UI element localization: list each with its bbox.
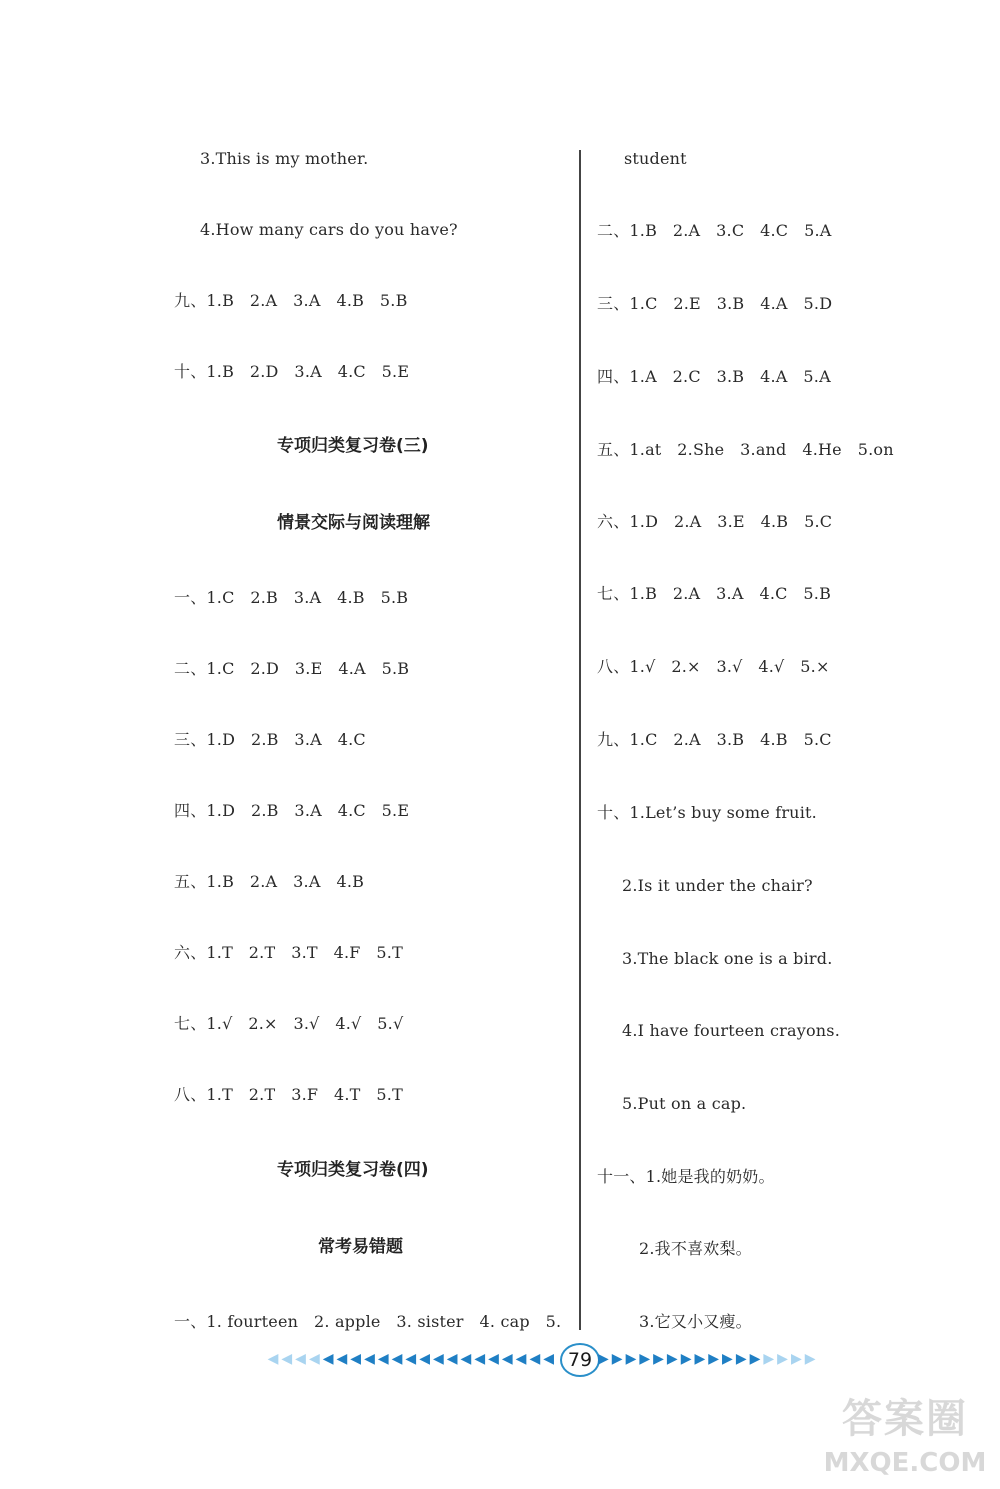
section-heading: 专项归类复习卷(四): [277, 1160, 429, 1180]
arrow-right-icon: ▶: [708, 1351, 723, 1367]
answer-line: 一、1. fourteen 2. apple 3. sister 4. cap 5.: [174, 1312, 562, 1331]
answer-line: 三、1.D 2.B 3.A 4.C: [174, 730, 366, 749]
arrow-right-icon: ▶: [763, 1351, 778, 1367]
arrow-left-icon: ◀: [501, 1351, 516, 1367]
answer-line: 四、1.D 2.B 3.A 4.C 5.E: [174, 801, 410, 820]
answer-line: 五、1.at 2.She 3.and 4.He 5.on: [597, 440, 894, 459]
answer-line: 四、1.A 2.C 3.B 4.A 5.A: [597, 367, 831, 386]
arrow-right-icon: ▶: [722, 1351, 736, 1367]
answer-line: 十一、1.她是我的奶奶。: [597, 1167, 775, 1186]
watermark-url: MXQE.COM: [823, 1448, 987, 1478]
answer-line: 4.How many cars do you have?: [200, 220, 458, 239]
watermark-title: 答案圈: [842, 1396, 968, 1442]
answer-line: 2.Is it under the chair?: [622, 876, 813, 895]
answer-line: 三、1.C 2.E 3.B 4.A 5.D: [597, 294, 833, 313]
arrow-right-icon: ▶: [653, 1351, 667, 1367]
answer-line: 七、1.B 2.A 3.A 4.C 5.B: [597, 584, 832, 603]
arrow-left-icon: ◀: [529, 1351, 544, 1367]
answer-line: student: [624, 149, 687, 168]
answer-line: 六、1.D 2.A 3.E 4.B 5.C: [597, 512, 833, 531]
right-arrow-strip-icon: [598, 1343, 895, 1375]
arrow-left-icon: ◀: [446, 1351, 461, 1367]
arrow-left-icon: ◀: [364, 1351, 378, 1367]
answer-line: 3.This is my mother.: [200, 149, 369, 168]
answer-line: 2.我不喜欢梨。: [639, 1239, 752, 1258]
section-subheading: 情景交际与阅读理解: [277, 513, 430, 533]
arrow-right-icon: ▶: [611, 1351, 626, 1367]
answer-line: 十、1.Let’s buy some fruit.: [597, 803, 817, 822]
arrow-left-icon: ◀: [432, 1351, 447, 1367]
answer-line: 五、1.B 2.A 3.A 4.B: [174, 872, 365, 891]
answer-line: 九、1.C 2.A 3.B 4.B 5.C: [597, 730, 832, 749]
answer-line: 六、1.T 2.T 3.T 4.F 5.T: [174, 943, 403, 962]
arrow-right-icon: ▶: [790, 1351, 805, 1367]
arrow-right-icon: ▶: [625, 1351, 640, 1367]
answer-line: 4.I have fourteen crayons.: [622, 1021, 840, 1040]
answer-line: 3.The black one is a bird.: [622, 949, 833, 968]
page-number: 79: [560, 1343, 600, 1377]
answer-line: 二、1.C 2.D 3.E 4.A 5.B: [174, 659, 410, 678]
arrow-right-icon: ▶: [735, 1351, 750, 1367]
arrow-left-icon: ◀: [377, 1351, 392, 1367]
arrow-left-icon: ◀: [322, 1351, 337, 1367]
arrow-left-icon: ◀: [460, 1351, 475, 1367]
answer-line: 3.它又小又瘦。: [639, 1312, 752, 1331]
arrow-right-icon: ▶: [804, 1351, 819, 1367]
arrow-left-icon: ◀: [515, 1351, 530, 1367]
arrow-left-icon: ◀: [295, 1351, 309, 1367]
arrow-right-icon: ▶: [598, 1351, 612, 1367]
arrow-left-icon: ◀: [405, 1351, 420, 1367]
answer-line: 5.Put on a cap.: [622, 1094, 747, 1113]
left-arrow-strip-icon: [165, 1343, 557, 1375]
arrow-left-icon: ◀: [267, 1351, 282, 1367]
arrow-left-icon: ◀: [308, 1351, 323, 1367]
arrow-right-icon: ▶: [666, 1351, 681, 1367]
section-heading: 专项归类复习卷(三): [277, 436, 429, 456]
arrow-left-icon: ◀: [419, 1351, 433, 1367]
arrow-left-icon: ◀: [474, 1351, 489, 1367]
answer-line: 八、1.T 2.T 3.F 4.T 5.T: [174, 1085, 403, 1104]
answer-line: 八、1.√ 2.× 3.√ 4.√ 5.×: [597, 657, 830, 676]
page-footer: [165, 1343, 895, 1375]
arrow-left-icon: ◀: [350, 1351, 365, 1367]
arrow-right-icon: ▶: [777, 1351, 791, 1367]
answer-line: 一、1.C 2.B 3.A 4.B 5.B: [174, 588, 409, 607]
arrow-left-icon: ◀: [488, 1351, 502, 1367]
arrow-left-icon: ◀: [543, 1351, 557, 1367]
arrow-right-icon: ▶: [694, 1351, 709, 1367]
arrow-right-icon: ▶: [639, 1351, 654, 1367]
arrow-right-icon: ▶: [680, 1351, 695, 1367]
section-subheading: 常考易错题: [318, 1237, 403, 1257]
answer-line: 二、1.B 2.A 3.C 4.C 5.A: [597, 221, 832, 240]
arrow-left-icon: ◀: [336, 1351, 351, 1367]
answer-line: 七、1.√ 2.× 3.√ 4.√ 5.√: [174, 1014, 404, 1033]
arrow-right-icon: ▶: [749, 1351, 764, 1367]
watermark-logo: [820, 1395, 990, 1485]
answer-line: 九、1.B 2.A 3.A 4.B 5.B: [174, 291, 408, 310]
answer-line: 十、1.B 2.D 3.A 4.C 5.E: [174, 362, 410, 381]
arrow-left-icon: ◀: [391, 1351, 406, 1367]
arrow-left-icon: ◀: [281, 1351, 296, 1367]
column-divider: [579, 150, 581, 1330]
